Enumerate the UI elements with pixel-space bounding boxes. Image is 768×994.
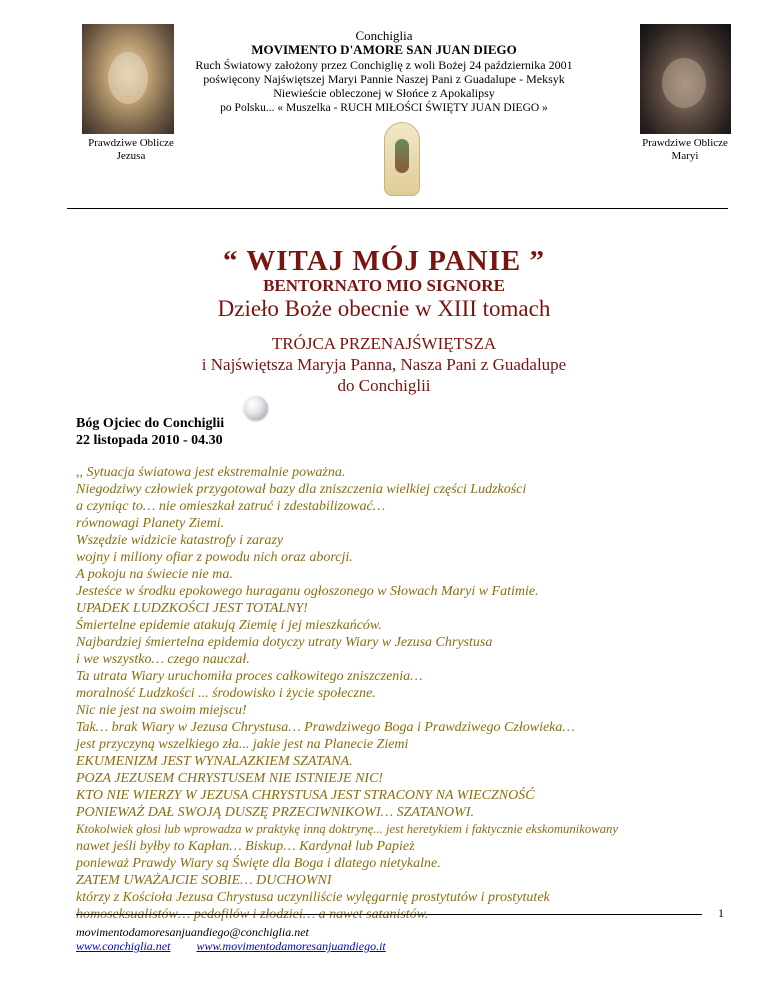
footer xyxy=(76,925,386,953)
header-line-1: Ruch Światowy założony przez Conchiglię z woli Bożej 24 października 2001 xyxy=(195,58,573,72)
emblem-figure-shape xyxy=(395,139,409,173)
header-movement: MOVIMENTO D'AMORE SAN JUAN DIEGO xyxy=(251,42,517,57)
message-line: KTO NIE WIERZY W JEZUSA CHRYSTUSA JEST STRACONY NA WIECZNOŚĆ xyxy=(76,788,535,803)
message-line: Jesteśce w środku epokowego huraganu ogłoszonego w Słowach Maryi w Fatimie. xyxy=(76,584,539,599)
main-title: “ WITAJ MÓJ PANIE ” xyxy=(223,245,545,277)
footer-links xyxy=(76,939,386,953)
message-line: PONIEWAŻ DAŁ SWOJĄ DUSZĘ PRZECIWNIKOWI… SZATANOWI. xyxy=(76,805,474,820)
header-line-4: po Polsku... « Muszelka - RUCH MIŁOŚCI ŚWIĘTY JUAN DIEGO » xyxy=(220,102,548,114)
right-caption-line-1: Prawdziwe Oblicze xyxy=(642,137,728,149)
header-line-2: poświęcony Najświętszej Maryi Pannie Naszej Pani z Guadalupe - Meksyk xyxy=(203,72,565,86)
left-caption-line-1: Prawdziwe Oblicze xyxy=(88,137,174,149)
left-caption xyxy=(76,137,186,163)
movimento-link[interactable]: www.movimentodamoresanjuandiego.it xyxy=(196,939,386,953)
message-line: ,, Sytuacja światowa jest ekstremalnie poważna. xyxy=(76,465,346,480)
left-caption-line-2: Jezusa xyxy=(116,150,146,162)
message-line: A pokoju na świecie nie ma. xyxy=(76,567,233,582)
message-line: równowagi Planety Ziemi. xyxy=(76,516,225,531)
trinity-block xyxy=(0,333,768,396)
message-line: Nic nie jest na swoim miejscu! xyxy=(76,703,247,718)
footer-email: movimentodamoresanjuandiego@conchiglia.net xyxy=(76,925,309,939)
message-line: i we wszystko… czego nauczał. xyxy=(76,652,250,667)
right-caption-line-2: Maryi xyxy=(671,150,699,162)
message-line: Ta utrata Wiary uruchomiła proces całkowitego zniszczenia… xyxy=(76,669,423,684)
message-line: Niegodziwy człowiek przygotował bazy dla zniszczenia wielkiej części Ludzkości xyxy=(76,482,527,497)
message-line: Śmiertelne epidemie atakują Ziemię i jej mieszkańców. xyxy=(76,618,382,633)
message-line: UPADEK LUDZKOŚCI JEST TOTALNY! xyxy=(76,601,308,616)
message-line: ponieważ Prawdy Wiary są Święte dla Boga i dlatego nietykalne. xyxy=(76,856,441,871)
right-caption xyxy=(625,137,745,163)
message-author: Bóg Ojciec do Conchiglii xyxy=(76,416,225,431)
message-line: EKUMENIZM JEST WYNALAZKIEM SZATANA. xyxy=(76,754,353,769)
header-name: Conchiglia xyxy=(355,28,413,43)
trinity-line-1: TRÓJCA PRZENAJŚWIĘTSZA xyxy=(271,334,497,353)
message-body xyxy=(76,464,716,923)
message-line: Najbardziej śmiertelna epidemia dotyczy utraty Wiary w Jezusa Chrystusa xyxy=(76,635,493,650)
page-number: 1 xyxy=(718,906,724,920)
message-heading xyxy=(76,415,224,449)
message-line: a czyniąc to… nie omieszkał zatruć i zdestabilizować… xyxy=(76,499,386,514)
trinity-line-2: i Najświętsza Maryja Panna, Nasza Pani z Guadalupe xyxy=(201,355,567,374)
message-line: moralność Ludzkości ... środowisko i życie społeczne. xyxy=(76,686,376,701)
message-line: Wszędzie widzicie katastrofy i zarazy xyxy=(76,533,284,548)
footer-divider xyxy=(76,914,702,915)
message-line: Tak… brak Wiary w Jezusa Chrystusa… Prawdziwego Boga i Prawdziwego Człowieka… xyxy=(76,720,575,735)
message-line: jest przyczyną wszelkiego zła... jakie jest na Planecie Ziemi xyxy=(76,737,409,752)
message-line: nawet jeśli byłby to Kapłan… Biskup… Kardynał lub Papież xyxy=(76,839,415,854)
pearl-icon xyxy=(244,396,268,420)
header-divider xyxy=(67,208,728,209)
message-date: 22 listopada 2010 - 04.30 xyxy=(76,433,223,448)
message-line: którzy z Kościoła Jezusa Chrystusa uczyniliście wylęgarnię prostytutów i prostytutek xyxy=(76,890,550,905)
header-line-3: Niewieście obleczonej w Słońce z Apokalipsy xyxy=(273,86,495,100)
message-line: Ktokolwiek głosi lub wprowadza w praktykę inną doktrynę... jest heretykiem i faktycznie ekskomunikowany xyxy=(76,822,619,836)
trinity-line-3: do Conchiglii xyxy=(337,376,431,395)
message-line: POZA JEZUSEM CHRYSTUSEM NIE ISTNIEJE NIC! xyxy=(76,771,384,786)
conchiglia-link[interactable]: www.conchiglia.net xyxy=(76,939,171,953)
message-line: wojny i miliony ofiar z powodu nich oraz aborcji. xyxy=(76,550,353,565)
italian-title: BENTORNATO MIO SIGNORE xyxy=(263,276,505,295)
guadalupe-emblem-image xyxy=(384,122,420,196)
message-line: homoseksualistów… pedofilów i złodziei… a nawet satanistów. xyxy=(76,907,429,922)
message-line: ZATEM UWAŻAJCIE SOBIE… DUCHOWNI xyxy=(76,873,332,888)
subtitle: Dzieło Boże obecnie w XIII tomach xyxy=(217,296,551,321)
